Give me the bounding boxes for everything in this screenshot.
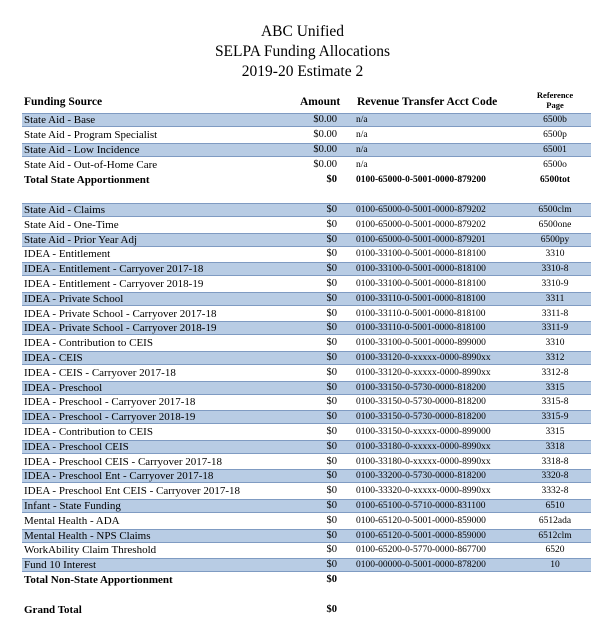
acct-code-cell: 0100-65000-0-5001-0000-879201 — [356, 234, 486, 245]
funding-source-cell: Mental Health - ADA — [24, 514, 120, 527]
acct-code-cell: 0100-33150-0-5730-0000-818200 — [356, 382, 486, 393]
amount-cell: $0 — [326, 544, 337, 556]
funding-source-cell: IDEA - CEIS — [24, 352, 83, 364]
state-total-row: Total State Apportionment $0 0100-65000-0-5001-0000-879200 6500tot — [24, 174, 571, 186]
funding-source-cell: State Aid - Low Incidence — [24, 144, 140, 156]
acct-code-cell: 0100-33150-0-5730-0000-818200 — [356, 412, 486, 423]
table-row — [22, 336, 591, 350]
funding-source-cell: IDEA - Preschool CEIS — [24, 440, 129, 453]
acct-code-cell: 0100-33150-0-xxxxx-0000-899000 — [356, 427, 491, 437]
non-state-total-row: Total Non-State Apportionment $0 — [24, 574, 337, 586]
reference-page-cell: 10 — [550, 560, 560, 571]
reference-page-cell: 65001 — [543, 145, 567, 155]
amount-cell: $0 — [326, 292, 337, 304]
header-acct-code: Revenue Transfer Acct Code — [357, 96, 498, 108]
funding-source-cell: IDEA - Private School - Carryover 2017-18 — [24, 307, 217, 320]
report-title-block — [0, 22, 605, 82]
table-row — [22, 203, 591, 217]
report-period: 2019-20 Estimate 2 — [241, 63, 364, 80]
table-row — [22, 469, 591, 483]
table-row — [22, 395, 591, 409]
acct-code-cell: 0100-33150-0-5730-0000-818200 — [356, 397, 486, 408]
funding-source-cell: IDEA - Contribution to CEIS — [24, 337, 153, 350]
funding-source-cell: Fund 10 Interest — [24, 559, 97, 572]
amount-cell: $0.00 — [313, 114, 337, 125]
amount-cell: $0 — [326, 396, 337, 408]
funding-source-cell: IDEA - Preschool — [24, 381, 103, 394]
funding-source-cell: IDEA - Preschool Ent CEIS - Carryover 2017-18 — [24, 485, 240, 498]
funding-source-cell: WorkAbility Claim Threshold — [24, 544, 157, 557]
amount-cell: $0 — [326, 411, 337, 423]
reference-page-cell: 6500o — [543, 160, 567, 170]
table-row — [22, 381, 591, 395]
table-row — [22, 499, 591, 513]
table-row — [22, 440, 591, 454]
table-row — [22, 514, 591, 528]
reference-page-cell: 6500one — [538, 219, 572, 230]
table-row — [22, 292, 591, 306]
funding-source-cell: State Aid - One-Time — [24, 218, 119, 231]
amount-cell: $0 — [326, 352, 337, 363]
acct-code-cell: 0100-33100-0-5001-0000-818100 — [356, 249, 486, 260]
table-row — [22, 484, 591, 498]
funding-source-cell: State Aid - Out-of-Home Care — [24, 159, 158, 171]
reference-page-cell: 3312-8 — [541, 367, 569, 378]
funding-source-cell: IDEA - Entitlement - Carryover 2017-18 — [24, 263, 204, 276]
reference-page-cell: 3310-8 — [541, 264, 569, 275]
table-row — [22, 425, 591, 439]
reference-page-cell: 3315 — [545, 427, 565, 437]
reference-page-cell: 3315 — [545, 382, 565, 393]
amount-cell: $0 — [326, 514, 337, 526]
reference-page-cell: 6512ada — [538, 515, 572, 526]
grand-total-row: Grand Total $0 — [24, 604, 337, 616]
table-row — [22, 529, 591, 543]
funding-source-cell: IDEA - Preschool CEIS - Carryover 2017-18 — [24, 455, 222, 468]
amount-cell: $0 — [326, 233, 337, 245]
header-reference-page: Reference Page — [536, 90, 574, 110]
funding-source-cell: Mental Health - NPS Claims — [24, 529, 151, 542]
acct-code-cell: 0100-65120-0-5001-0000-859000 — [356, 515, 486, 526]
amount-cell: $0 — [326, 337, 337, 349]
amount-cell: $0 — [326, 426, 337, 437]
amount-cell: $0 — [326, 559, 337, 571]
amount-cell: $0 — [326, 307, 337, 319]
acct-code-cell: n/a — [356, 115, 368, 125]
table-row — [22, 277, 591, 291]
reference-page-cell: 3311-8 — [541, 308, 569, 319]
acct-code-cell: 0100-33110-0-5001-0000-818100 — [356, 293, 486, 304]
acct-code-cell: 0100-33200-0-5730-0000-818200 — [356, 471, 486, 482]
amount-cell: $0 — [326, 381, 337, 393]
funding-source-cell: IDEA - Entitlement - Carryover 2018-19 — [24, 278, 204, 290]
amount-cell: $0 — [326, 263, 337, 275]
acct-code-cell: 0100-33100-0-5001-0000-818100 — [356, 264, 486, 275]
amount-cell: $0 — [326, 366, 337, 378]
acct-code-cell: 0100-33320-0-xxxxx-0000-8990xx — [356, 486, 491, 497]
table-row — [22, 366, 591, 380]
funding-source-cell: State Aid - Prior Year Adj — [24, 233, 138, 246]
reference-page-cell: 6500b — [543, 115, 567, 125]
funding-source-cell: IDEA - Preschool - Carryover 2018-19 — [24, 411, 196, 424]
amount-cell: $0 — [326, 248, 337, 260]
table-row — [22, 455, 591, 469]
header-funding-source: Funding Source — [24, 96, 103, 108]
org-name: ABC Unified — [260, 23, 345, 40]
amount-cell: $0 — [326, 204, 337, 215]
acct-code-cell: 0100-00000-0-5001-0000-878200 — [356, 560, 486, 571]
funding-source-cell: IDEA - Contribution to CEIS — [24, 426, 153, 438]
funding-source-cell: Infant - State Funding — [24, 500, 121, 512]
table-row — [22, 113, 591, 127]
acct-code-cell: 0100-65200-0-5770-0000-867700 — [356, 545, 486, 556]
amount-cell: $0 — [326, 529, 337, 541]
acct-code-cell: 0100-65120-0-5001-0000-859000 — [356, 530, 486, 541]
acct-code-cell: 0100-33120-0-xxxxx-0000-8990xx — [356, 367, 491, 378]
amount-cell: $0 — [326, 500, 337, 511]
funding-source-cell: IDEA - Private School — [24, 292, 124, 305]
reference-page-cell: 3320-8 — [541, 471, 569, 482]
amount-cell: $0 — [326, 485, 337, 497]
reference-page-cell: 6500clm — [538, 205, 572, 215]
acct-code-cell: 0100-33110-0-5001-0000-818100 — [356, 308, 486, 319]
amount-cell: $0 — [326, 440, 337, 452]
funding-source-cell: IDEA - Preschool - Carryover 2017-18 — [24, 396, 196, 409]
table-row — [22, 233, 591, 247]
table-row — [22, 410, 591, 424]
funding-source-cell: State Aid - Claims — [24, 204, 105, 216]
report-name: SELPA Funding Allocations — [214, 43, 391, 60]
amount-cell: $0.00 — [313, 144, 337, 155]
amount-cell: $0 — [326, 322, 337, 334]
amount-cell: $0 — [326, 470, 337, 482]
amount-cell: $0.00 — [313, 159, 337, 170]
amount-cell: $0 — [326, 455, 337, 467]
table-row — [22, 143, 591, 157]
reference-page-cell: 3311-9 — [541, 323, 569, 334]
reference-page-cell: 3315-8 — [541, 397, 569, 408]
amount-cell: $0 — [326, 278, 337, 289]
acct-code-cell: 0100-33180-0-xxxxx-0000-8990xx — [356, 441, 491, 452]
reference-page-cell: 3310 — [545, 338, 565, 349]
acct-code-cell: 0100-33180-0-xxxxx-0000-8990xx — [356, 456, 491, 467]
table-row — [22, 351, 591, 365]
header-amount: Amount — [300, 96, 341, 108]
table-row — [22, 307, 591, 321]
acct-code-cell: 0100-33100-0-5001-0000-899000 — [356, 338, 486, 349]
reference-page-cell: 6510 — [545, 501, 565, 511]
reference-page-cell: 6500p — [543, 130, 567, 140]
reference-page-cell: 6512clm — [538, 530, 572, 541]
funding-source-cell: IDEA - Preschool Ent - Carryover 2017-18 — [24, 470, 214, 483]
acct-code-cell: 0100-65000-0-5001-0000-879202 — [356, 219, 486, 230]
acct-code-cell: n/a — [356, 145, 368, 155]
funding-source-cell: State Aid - Base — [24, 114, 96, 126]
acct-code-cell: 0100-33100-0-5001-0000-818100 — [356, 279, 486, 289]
table-row — [22, 262, 591, 276]
reference-page-cell: 3311 — [545, 293, 565, 304]
table-row — [22, 158, 591, 172]
acct-code-cell: 0100-65000-0-5001-0000-879202 — [356, 205, 486, 215]
reference-page-cell: 3312 — [545, 353, 565, 363]
acct-code-cell: 0100-65100-0-5710-0000-831100 — [356, 501, 486, 511]
acct-code-cell: n/a — [356, 160, 368, 170]
funding-source-cell: IDEA - CEIS - Carryover 2017-18 — [24, 366, 176, 379]
table-row — [22, 321, 591, 335]
reference-page-cell: 3318-8 — [541, 456, 569, 467]
reference-page-cell: 3315-9 — [541, 412, 569, 423]
table-row — [22, 218, 591, 232]
table-row — [22, 543, 591, 557]
amount-cell: $0.00 — [313, 129, 337, 140]
reference-page-cell: 3318 — [545, 441, 565, 452]
reference-page-cell: 3310 — [545, 249, 565, 260]
acct-code-cell: 0100-33110-0-5001-0000-818100 — [356, 323, 486, 334]
funding-source-cell: IDEA - Private School - Carryover 2018-19 — [24, 322, 217, 335]
reference-page-cell: 3310-9 — [541, 279, 569, 289]
reference-page-cell: 6520 — [545, 545, 565, 556]
table-row — [22, 247, 591, 261]
funding-source-cell: IDEA - Entitlement — [24, 248, 111, 261]
table-row — [22, 128, 591, 142]
amount-cell: $0 — [326, 218, 337, 230]
reference-page-cell: 6500py — [540, 234, 570, 245]
acct-code-cell: n/a — [356, 130, 368, 140]
acct-code-cell: 0100-33120-0-xxxxx-0000-8990xx — [356, 353, 491, 363]
reference-page-cell: 3332-8 — [541, 486, 569, 497]
funding-source-cell: State Aid - Program Specialist — [24, 129, 158, 141]
table-row — [22, 558, 591, 572]
